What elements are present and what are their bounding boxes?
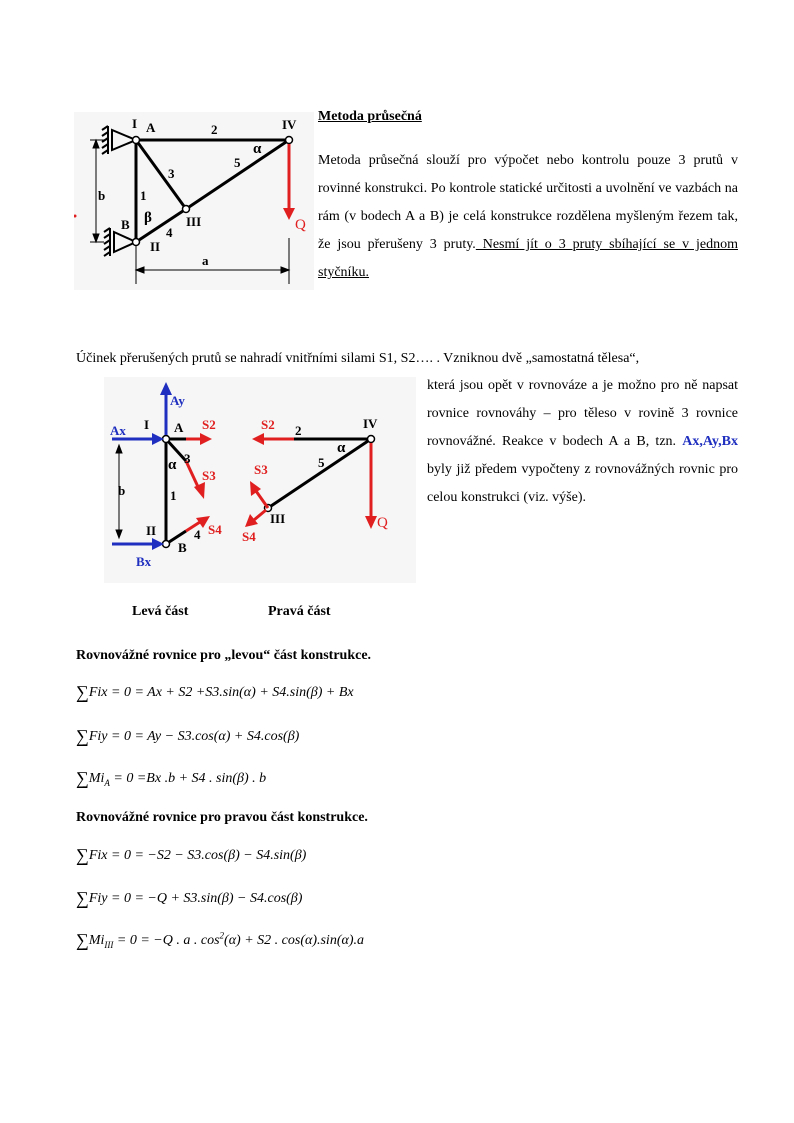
eq-right-2-lhs: Fiy bbox=[88, 891, 108, 906]
label-bar-5: 5 bbox=[234, 155, 241, 170]
label-bx: Bx bbox=[136, 554, 152, 569]
label-i-left: I bbox=[144, 417, 150, 432]
equation-left-1: ∑Fix = 0 = Ax + S2 +S3.sin(α) + S4.sin(β) + Bx bbox=[76, 682, 354, 702]
label-a: A bbox=[146, 120, 156, 135]
equation-left-3: $\sum Mi_A = 0 =Bx$ .b + S4 . sin(β) . b bbox=[76, 768, 267, 788]
eq-right-1-lhs: Fix bbox=[88, 848, 108, 863]
method-description-text: Metoda průsečná slouží pro výpočet nebo kontrolu pouze 3 prutů v rovinné konstrukci. Po kontrole statické určitosti a uvolnění ve vazbách na rám (v bodech A a B) je celá konstrukce rozdělena myšleným řezem tak, že jsou přerušeny 3 pruty. bbox=[318, 153, 738, 252]
label-bar-4-left: 4 bbox=[194, 527, 201, 542]
joint-ii bbox=[133, 239, 140, 246]
label-q: Q bbox=[295, 217, 306, 233]
label-a-left: A bbox=[174, 420, 184, 435]
eq-left-1-rhs: = 0 = Ax + S2 +S3.sin(α) + S4.sin(β) + Bx bbox=[111, 685, 354, 700]
label-i: I bbox=[132, 116, 138, 131]
label-s3-right: S3 bbox=[254, 462, 268, 477]
body-paragraph bbox=[427, 372, 738, 512]
label-bar-1: 1 bbox=[140, 188, 147, 203]
label-ay: Ay bbox=[170, 393, 185, 408]
eq-right-3-rhs-b: (α) + S2 . cos(α).sin(α).a bbox=[224, 933, 364, 948]
joint-iv bbox=[286, 137, 293, 144]
label-iii: III bbox=[186, 214, 202, 229]
eq-right-2-rhs: = 0 = −Q + S3.sin(β) − S4.cos(β) bbox=[111, 891, 303, 906]
caption-left-part: Levá část bbox=[132, 604, 189, 619]
eq-left-2-rhs: = 0 = Ay − S3.cos(α) + S4.cos(β) bbox=[111, 729, 300, 744]
label-s2-right: S2 bbox=[261, 417, 275, 432]
equations-left-heading: Rovnovážné rovnice pro „levou“ část konstrukce. bbox=[76, 648, 372, 663]
label-alpha-right: α bbox=[337, 440, 346, 456]
eq-left-2-lhs: Fiy bbox=[88, 729, 108, 744]
eq-right-3-sup: 2 bbox=[219, 930, 225, 941]
eq-left-3-lhs: Mi bbox=[88, 771, 105, 786]
intro-line: Účinek přerušených prutů se nahradí vnitřními silami S1, S2…. . Vzniknou dvě „samostatná tělesa“, bbox=[76, 351, 640, 366]
label-b: b bbox=[98, 188, 106, 203]
body-text-b: byly již předem vypočteny z rovnovážných rovnic pro celou konstrukci (viz. výše). bbox=[427, 462, 738, 505]
label-b-point: B bbox=[121, 217, 130, 232]
label-s3-left: S3 bbox=[202, 468, 216, 483]
equation-left-2: ∑Fiy = 0 = Ay − S3.cos(α) + S4.cos(β) bbox=[76, 726, 300, 746]
label-alpha-left: α bbox=[168, 457, 177, 473]
eq-left-3-sub: A bbox=[104, 777, 110, 788]
label-beta: β bbox=[144, 210, 152, 226]
label-ii: II bbox=[150, 239, 161, 254]
eq-right-3-lhs: Mi bbox=[88, 933, 105, 948]
label-bar-1-left: 1 bbox=[170, 488, 177, 503]
label-b-left: b bbox=[118, 483, 126, 498]
label-iv: IV bbox=[282, 117, 297, 132]
eq-left-3-rhs: = 0 =Bx .b + S4 . sin(β) . b bbox=[109, 771, 267, 786]
label-s2-left: S2 bbox=[202, 417, 216, 432]
label-alpha: α bbox=[253, 141, 262, 157]
label-ax: Ax bbox=[110, 423, 126, 438]
method-description bbox=[318, 147, 738, 287]
caption-right-part: Pravá část bbox=[268, 604, 331, 619]
label-iii-right: III bbox=[270, 511, 286, 526]
body-text-a: která jsou opět v rovnováze a je možno pro ně napsat rovnice rovnováhy – pro těleso v rovině 3 rovnice rovnovážné. Reakce v bodech A a B, tzn. bbox=[427, 378, 738, 449]
equation-right-2: ∑Fiy = 0 = −Q + S3.sin(β) − S4.cos(β) bbox=[76, 888, 303, 908]
equation-right-1: ∑Fix = 0 = −S2 − S3.cos(β) − S4.sin(β) bbox=[76, 845, 307, 865]
label-b-point-left: B bbox=[178, 540, 187, 555]
equation-right-3: $\sum Mi_{III} = 0 = -Q$ . a . $\cos^2(\alpha) + S2$ . cos(α).sin(α).a bbox=[76, 930, 364, 950]
cut-truss-figure bbox=[104, 377, 416, 583]
eq-left-1-lhs: Fix bbox=[88, 685, 108, 700]
label-ii-left: II bbox=[146, 523, 157, 538]
label-iv-right: IV bbox=[363, 416, 378, 431]
label-s4-right: S4 bbox=[242, 529, 256, 544]
joint-iii bbox=[183, 206, 190, 213]
label-bar-2: 2 bbox=[211, 122, 218, 137]
label-q-right: Q bbox=[377, 515, 388, 531]
truss-figure bbox=[74, 112, 314, 290]
equations-right-heading: Rovnovážné rovnice pro pravou část konstrukce. bbox=[76, 810, 368, 825]
reactions-label: Ax,Ay,Bx bbox=[682, 434, 738, 449]
eq-right-3-rhs-a: = 0 = −Q . a . cos bbox=[113, 933, 220, 948]
label-bar-3-left: 3 bbox=[184, 451, 191, 466]
section-heading: Metoda průsečná bbox=[318, 109, 422, 124]
eq-right-3-sub: III bbox=[104, 939, 114, 950]
label-s4-left: S4 bbox=[208, 522, 222, 537]
label-a-dim: a bbox=[202, 253, 209, 268]
joint-i bbox=[133, 137, 140, 144]
label-bar-5-right: 5 bbox=[318, 455, 325, 470]
label-bar-3: 3 bbox=[168, 166, 175, 181]
label-bar-4: 4 bbox=[166, 225, 173, 240]
eq-right-1-rhs: = 0 = −S2 − S3.cos(β) − S4.sin(β) bbox=[111, 848, 307, 863]
label-bar-2-right: 2 bbox=[295, 423, 302, 438]
method-warning: Nesmí jít o 3 pruty sbíhající se v jednom styčníku. bbox=[318, 237, 738, 280]
